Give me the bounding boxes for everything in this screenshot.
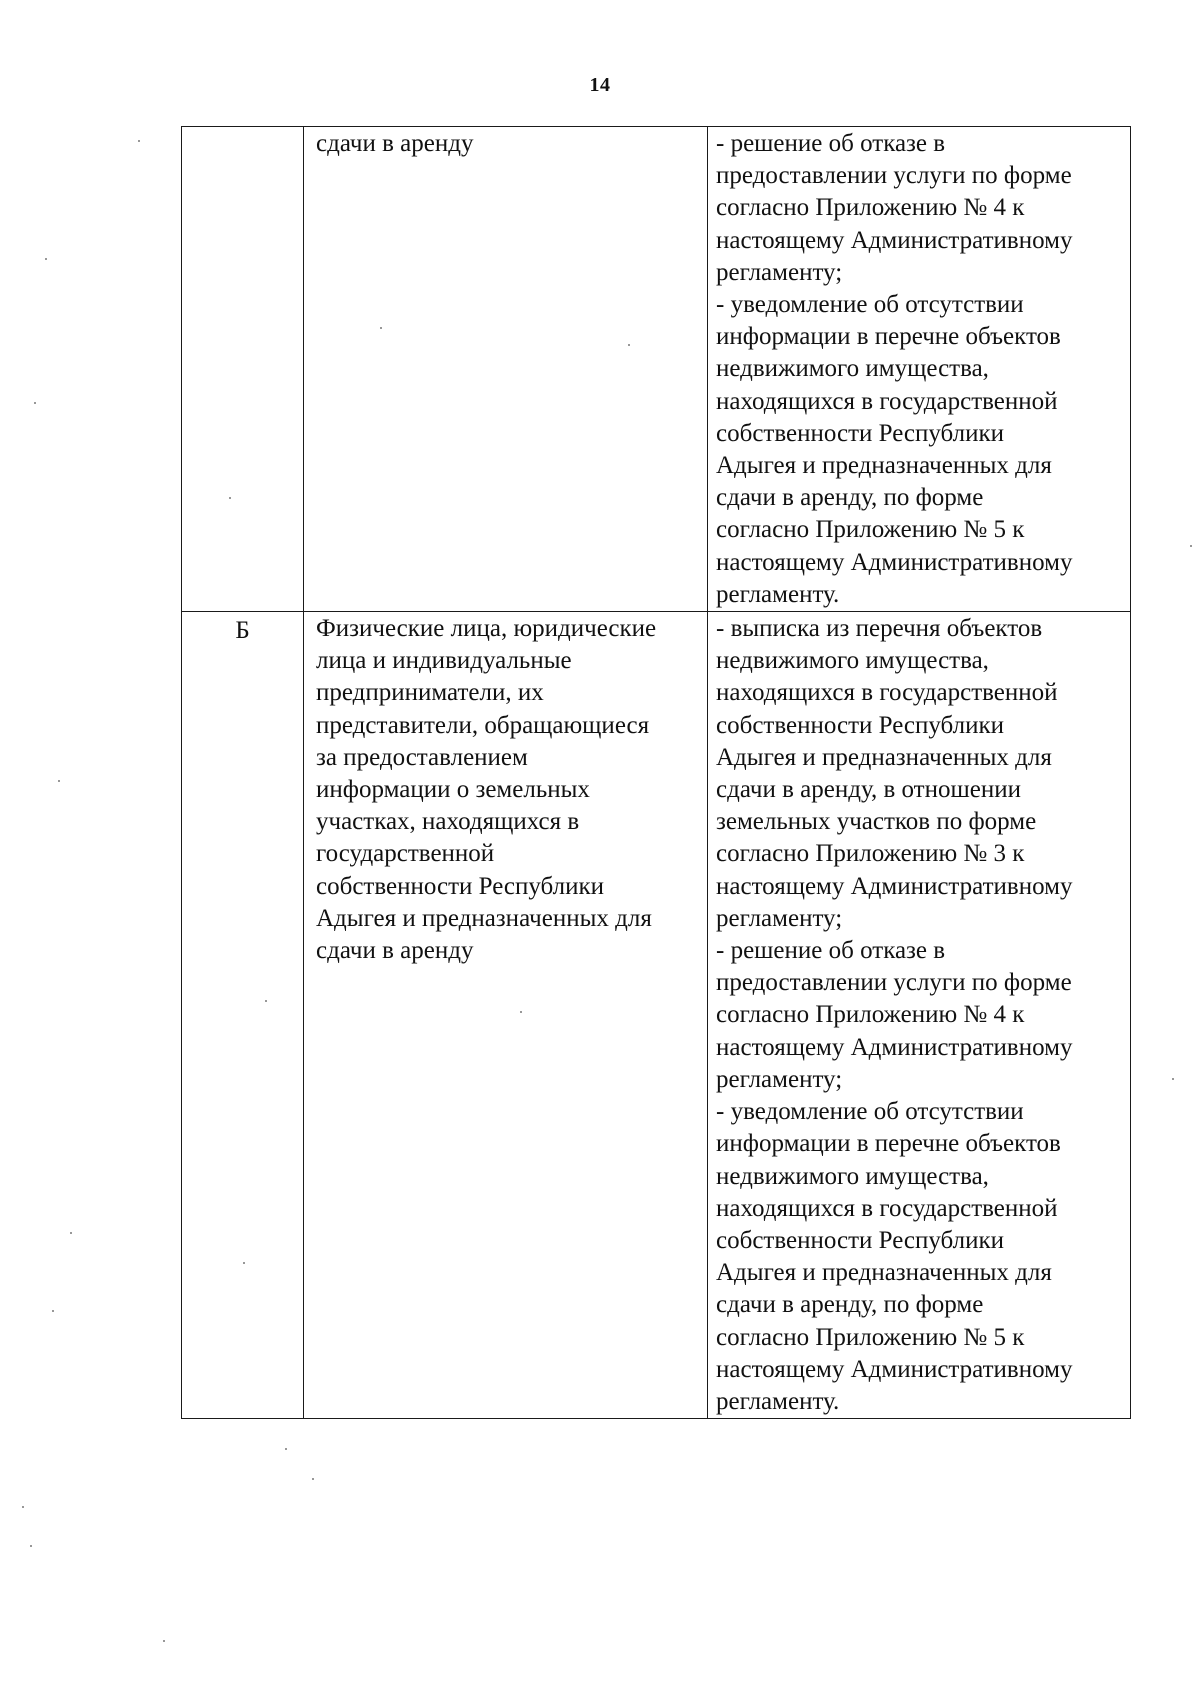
result-line: настоящему Административному <box>716 548 1073 576</box>
scan-speck <box>1190 545 1192 547</box>
result-line: согласно Приложению № 5 к <box>716 1323 1025 1351</box>
scan-speck <box>380 327 382 329</box>
result-line: согласно Приложению № 4 к <box>716 194 1025 222</box>
result-line: - уведомление об отсутствии <box>716 1098 1024 1126</box>
result-line: настоящему Административному <box>716 1033 1073 1061</box>
result-line: информации в перечне объектов <box>716 1130 1061 1158</box>
scan-speck <box>285 1448 287 1450</box>
result-line: регламенту; <box>716 258 843 286</box>
result-line: - решение об отказе в <box>716 937 946 965</box>
result-line: настоящему Административному <box>716 1355 1073 1383</box>
result-line: Адыгея и предназначенных для <box>716 743 1052 771</box>
description-line: Физические лица, юридические <box>316 615 657 643</box>
scan-speck <box>70 1232 72 1234</box>
result-line: настоящему Административному <box>716 226 1073 254</box>
scan-speck <box>1172 1078 1174 1080</box>
result-line: - решение об отказе в <box>716 130 946 157</box>
description-cell <box>304 612 708 1419</box>
result-line: находящихся в государственной <box>716 387 1058 415</box>
result-line: согласно Приложению № 4 к <box>716 1001 1025 1029</box>
result-line: регламенту. <box>716 1387 840 1415</box>
result-line: Адыгея и предназначенных для <box>716 1259 1052 1287</box>
result-line: предоставлении услуги по форме <box>716 969 1072 997</box>
scan-speck <box>243 1262 245 1264</box>
scan-speck <box>312 1478 314 1480</box>
result-cell <box>708 612 1131 1419</box>
result-line: сдачи в аренду, по форме <box>716 484 984 512</box>
scan-speck <box>22 1506 24 1508</box>
description-line: представители, обращающиеся <box>316 711 650 739</box>
result-line: предоставлении услуги по форме <box>716 162 1072 190</box>
result-line: находящихся в государственной <box>716 679 1058 707</box>
result-line: сдачи в аренду, в отношении <box>716 776 1021 804</box>
result-line: согласно Приложению № 3 к <box>716 840 1025 868</box>
description-line: сдачи в аренду <box>316 937 474 965</box>
scan-speck <box>163 1640 165 1642</box>
result-line: - выписка из перечня объектов <box>716 615 1043 643</box>
description-line: информации о земельных <box>316 776 590 804</box>
result-line: регламенту. <box>716 580 840 608</box>
result-line: сдачи в аренду, по форме <box>716 1291 984 1319</box>
scan-speck <box>58 780 60 782</box>
row-code <box>182 127 303 130</box>
result-line: регламенту; <box>716 904 843 932</box>
result-line: собственности Республики <box>716 1226 1005 1254</box>
result-line: земельных участков по форме <box>716 808 1037 836</box>
scan-speck <box>520 1011 522 1013</box>
table-row <box>182 612 1131 1419</box>
result-line: находящихся в государственной <box>716 1194 1058 1222</box>
result-line: собственности Республики <box>716 419 1005 447</box>
code-cell <box>182 612 304 1419</box>
description-cell <box>304 127 708 612</box>
result-line: Адыгея и предназначенных для <box>716 452 1052 480</box>
result-line: недвижимого имущества, <box>716 355 989 383</box>
scan-speck <box>229 497 231 499</box>
scan-speck <box>45 258 47 260</box>
result-line: - уведомление об отсутствии <box>716 291 1024 319</box>
result-line: недвижимого имущества, <box>716 647 989 675</box>
scan-speck <box>628 344 630 346</box>
description-line: лица и индивидуальные <box>316 647 572 675</box>
scan-speck <box>138 140 140 142</box>
result-line: регламенту; <box>716 1065 843 1093</box>
result-line: собственности Республики <box>716 711 1005 739</box>
page-number: 14 <box>589 74 611 96</box>
table-row <box>182 127 1131 612</box>
result-line: настоящему Административному <box>716 872 1073 900</box>
scan-speck <box>30 1545 32 1547</box>
description-line: государственной <box>316 840 495 868</box>
code-cell <box>182 127 304 612</box>
document-table <box>181 126 1131 1419</box>
description-line: предприниматели, их <box>316 679 544 707</box>
scan-speck <box>34 402 36 404</box>
description-line: Адыгея и предназначенных для <box>316 904 652 932</box>
result-line: согласно Приложению № 5 к <box>716 516 1025 544</box>
result-cell <box>708 127 1131 612</box>
description-line: участках, находящихся в <box>316 808 580 836</box>
scan-speck <box>265 1000 267 1002</box>
description-line: собственности Республики <box>316 872 605 900</box>
row-code: Б <box>235 617 250 645</box>
description-line: за предоставлением <box>316 743 528 771</box>
result-line: недвижимого имущества, <box>716 1162 989 1190</box>
description-line: сдачи в аренду <box>316 130 474 157</box>
result-line: информации в перечне объектов <box>716 323 1061 351</box>
scan-speck <box>52 1310 54 1312</box>
